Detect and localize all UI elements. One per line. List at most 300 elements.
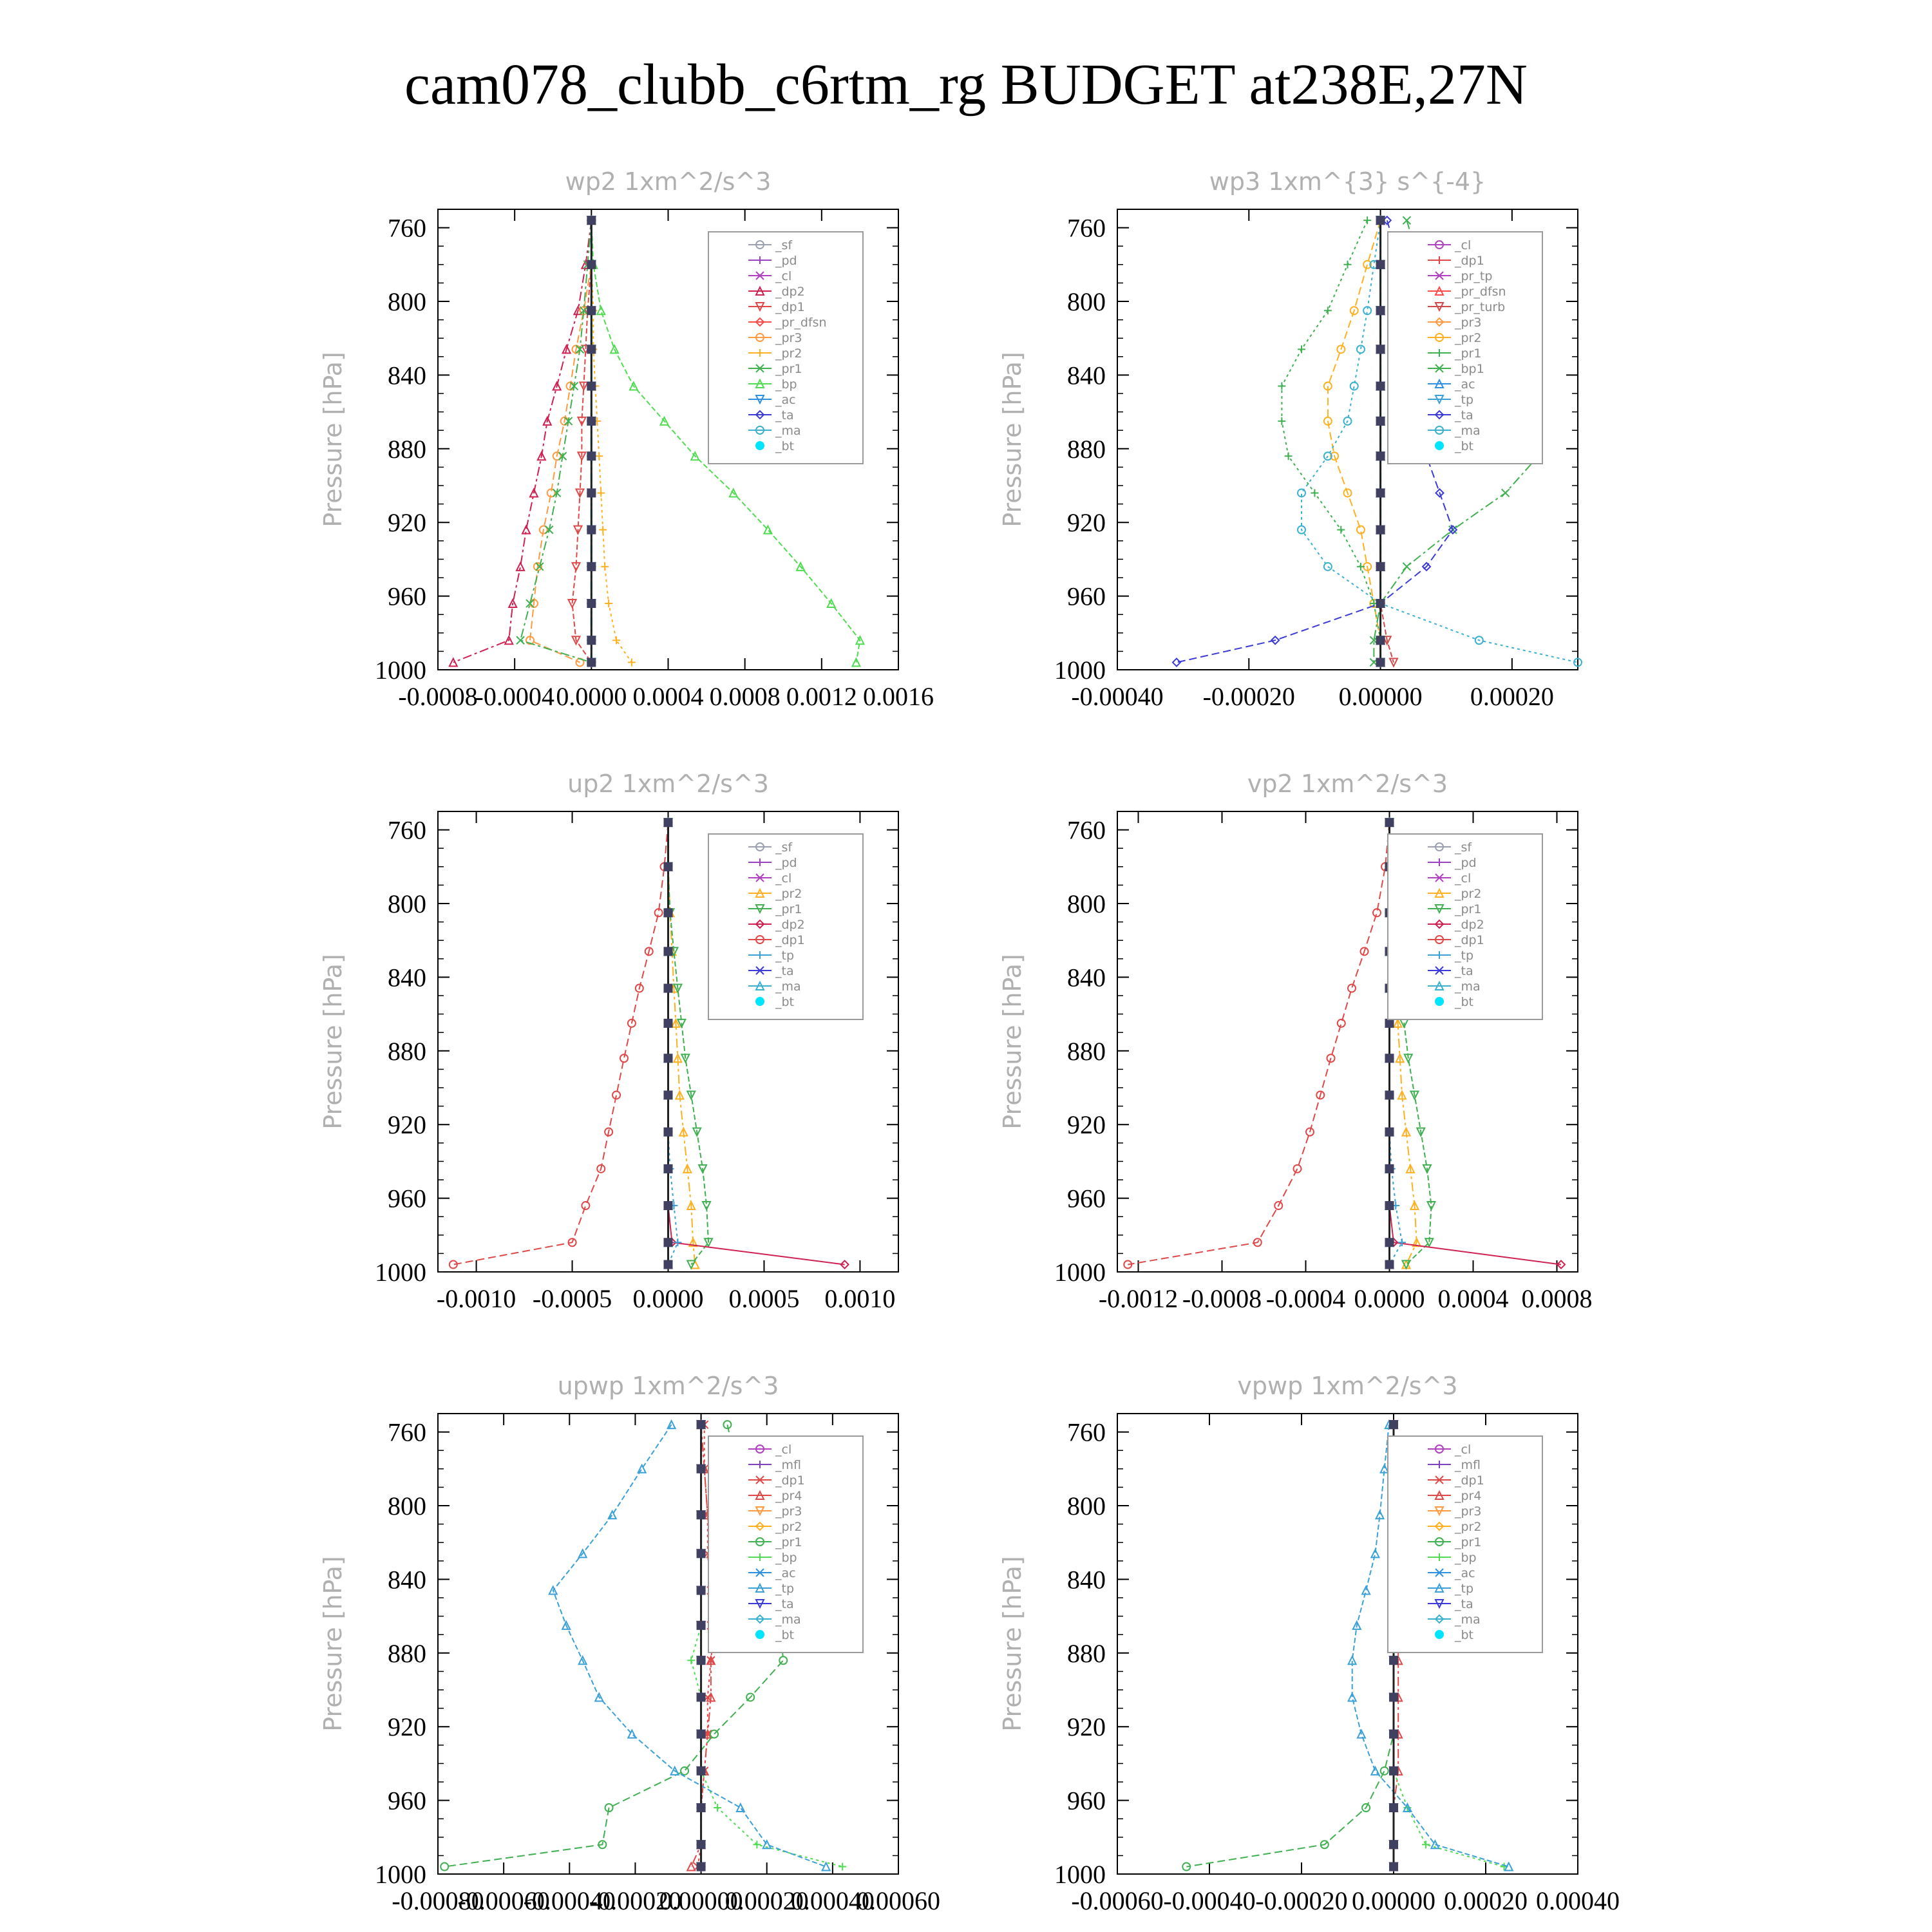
legend-label: _ac bbox=[1455, 377, 1475, 392]
data-point bbox=[587, 382, 596, 391]
chart-title: up2 1xm^2/s^3 bbox=[567, 770, 769, 798]
legend-label: _pr4 bbox=[1455, 1489, 1482, 1503]
data-point bbox=[1357, 563, 1365, 571]
data-point bbox=[1376, 417, 1385, 426]
y-tick-label: 1000 bbox=[1054, 1860, 1106, 1889]
data-point bbox=[1376, 562, 1385, 571]
legend-label: _sf bbox=[775, 840, 793, 855]
data-point bbox=[664, 1260, 673, 1269]
data-point bbox=[1385, 1128, 1394, 1137]
legend-label: _pr1 bbox=[775, 1535, 802, 1549]
legend-label: _cl bbox=[1455, 871, 1472, 886]
legend-label: _dp2 bbox=[775, 918, 805, 932]
y-tick-label: 800 bbox=[1067, 889, 1106, 918]
series-line bbox=[1282, 220, 1380, 662]
data-point bbox=[697, 1464, 706, 1473]
data-point bbox=[1376, 306, 1385, 315]
legend-label: _pr_tp bbox=[1455, 269, 1493, 283]
series-line bbox=[1186, 1425, 1394, 1866]
series-total bbox=[664, 818, 673, 1269]
data-point bbox=[1403, 563, 1410, 571]
legend-marker bbox=[755, 997, 764, 1006]
legend-label: _ta bbox=[775, 1597, 794, 1611]
legend-marker bbox=[1435, 997, 1444, 1006]
series-line bbox=[520, 220, 591, 662]
data-point bbox=[595, 452, 603, 460]
data-point bbox=[1349, 1693, 1356, 1701]
data-point bbox=[1389, 1730, 1398, 1739]
data-point bbox=[664, 1128, 673, 1137]
legend-label: _pr2 bbox=[775, 346, 802, 361]
data-point bbox=[664, 818, 673, 827]
x-tick-label: 0.00040 bbox=[1536, 1886, 1620, 1915]
series-line bbox=[1128, 822, 1389, 1264]
data-point bbox=[697, 1692, 706, 1701]
data-point bbox=[1389, 1862, 1398, 1871]
x-tick-label: -0.0010 bbox=[436, 1284, 516, 1313]
legend-label: _ma bbox=[775, 424, 801, 438]
data-point bbox=[1385, 1260, 1394, 1269]
legend-label: _pr1 bbox=[1455, 346, 1482, 361]
data-point bbox=[697, 1730, 706, 1739]
y-axis-label: Pressure [hPa] bbox=[998, 1556, 1027, 1732]
x-tick-label: 0.0004 bbox=[1437, 1284, 1509, 1313]
legend-label: _ma bbox=[775, 1613, 801, 1627]
x-tick-label: -0.00040 bbox=[1163, 1886, 1256, 1915]
legend-label: _pr3 bbox=[1455, 316, 1482, 330]
data-point bbox=[1344, 261, 1352, 269]
y-tick-label: 880 bbox=[1067, 434, 1106, 464]
series-pr1 bbox=[1278, 216, 1384, 666]
y-tick-label: 760 bbox=[1067, 1417, 1106, 1447]
y-tick-label: 920 bbox=[388, 1712, 426, 1742]
y-tick-label: 1000 bbox=[375, 1258, 426, 1287]
data-point bbox=[664, 1090, 673, 1099]
data-point bbox=[1376, 636, 1385, 645]
legend-label: _pr2 bbox=[775, 1520, 802, 1534]
legend bbox=[708, 834, 863, 1019]
legend-label: _bp1 bbox=[1455, 362, 1484, 376]
series-dp1 bbox=[1124, 819, 1393, 1268]
data-point bbox=[587, 488, 596, 497]
y-tick-label: 840 bbox=[388, 963, 426, 992]
legend-label: _sf bbox=[1455, 840, 1472, 855]
legend-label: _cl bbox=[1455, 238, 1472, 252]
series-pr2 bbox=[587, 216, 636, 666]
data-point bbox=[1376, 451, 1385, 460]
data-point bbox=[1389, 1420, 1398, 1429]
data-point bbox=[1389, 1656, 1398, 1665]
legend-label: _ma bbox=[1455, 1613, 1481, 1627]
x-tick-label: 0.0016 bbox=[863, 682, 934, 711]
legend-label: _dp1 bbox=[775, 1473, 805, 1488]
x-tick-label: -0.00020 bbox=[1202, 682, 1295, 711]
x-tick-label: -0.0008 bbox=[398, 682, 478, 711]
y-tick-label: 800 bbox=[1067, 287, 1106, 316]
y-tick-label: 800 bbox=[388, 1492, 426, 1520]
data-point bbox=[1389, 1692, 1398, 1701]
legend-label: _bt bbox=[1455, 995, 1474, 1009]
x-tick-label: -0.00060 bbox=[1071, 1886, 1164, 1915]
data-point bbox=[710, 1730, 718, 1738]
data-point bbox=[779, 1656, 787, 1664]
legend-label: _pr3 bbox=[775, 331, 802, 345]
legend-label: _pr1 bbox=[1455, 902, 1482, 916]
y-tick-label: 760 bbox=[388, 1417, 426, 1447]
legend-label: _pr2 bbox=[1455, 1520, 1482, 1534]
legend-label: _bp bbox=[775, 377, 797, 392]
legend-label: _cl bbox=[775, 871, 792, 886]
x-tick-label: 0.00000 bbox=[1352, 1886, 1435, 1915]
series-tp bbox=[665, 819, 682, 1268]
legend-label: _dp2 bbox=[775, 285, 805, 299]
data-point bbox=[1338, 1019, 1345, 1027]
y-tick-label: 760 bbox=[1067, 815, 1106, 845]
x-tick-label: 0.00020 bbox=[1470, 682, 1554, 711]
data-point bbox=[1502, 489, 1510, 497]
legend bbox=[1388, 232, 1542, 464]
data-point bbox=[587, 260, 596, 269]
y-tick-label: 800 bbox=[388, 889, 426, 918]
legend-label: _ta bbox=[1455, 1597, 1473, 1611]
data-point bbox=[668, 1421, 676, 1428]
legend-label: _ta bbox=[1455, 408, 1473, 422]
x-tick-label: 0.0008 bbox=[1521, 1284, 1593, 1313]
chart-title: vpwp 1xm^2/s^3 bbox=[1237, 1372, 1458, 1400]
y-tick-label: 1000 bbox=[375, 656, 426, 685]
data-point bbox=[1385, 1164, 1394, 1173]
data-point bbox=[1403, 216, 1410, 224]
data-point bbox=[664, 908, 673, 917]
data-point bbox=[697, 1549, 706, 1558]
y-tick-label: 920 bbox=[1067, 1110, 1106, 1140]
legend-label: _dp1 bbox=[1455, 933, 1484, 947]
y-tick-label: 880 bbox=[1067, 1638, 1106, 1668]
series-line bbox=[453, 822, 668, 1264]
data-point bbox=[1389, 1766, 1398, 1776]
x-tick-label: -0.0012 bbox=[1098, 1284, 1179, 1313]
x-tick-label: -0.0008 bbox=[1182, 1284, 1262, 1313]
legend-label: _pr1 bbox=[775, 362, 802, 376]
data-point bbox=[597, 489, 605, 497]
y-tick-label: 760 bbox=[1067, 213, 1106, 243]
legend bbox=[708, 232, 863, 464]
series-line bbox=[668, 822, 709, 1264]
data-point bbox=[1398, 1238, 1406, 1246]
y-tick-label: 840 bbox=[1067, 963, 1106, 992]
chart-title: wp3 1xm^{3} s^{-4} bbox=[1209, 167, 1486, 196]
y-tick-label: 760 bbox=[388, 213, 426, 243]
data-point bbox=[638, 1465, 646, 1473]
legend-label: _pr_dfsn bbox=[1455, 285, 1506, 299]
legend-label: _cl bbox=[1455, 1443, 1472, 1457]
legend-marker bbox=[1435, 441, 1444, 450]
legend-label: _tp bbox=[1455, 1582, 1474, 1596]
legend-label: _cl bbox=[775, 1443, 792, 1457]
y-tick-label: 960 bbox=[388, 1786, 426, 1815]
legend-label: _tp bbox=[1455, 393, 1474, 407]
legend bbox=[708, 1436, 863, 1653]
legend-marker bbox=[755, 441, 764, 450]
y-axis-label: Pressure [hPa] bbox=[319, 954, 347, 1130]
data-point bbox=[1376, 488, 1385, 497]
data-point bbox=[737, 1804, 744, 1812]
data-point bbox=[1376, 382, 1385, 391]
y-tick-label: 800 bbox=[388, 287, 426, 316]
data-point bbox=[664, 984, 673, 993]
x-tick-label: -0.00040 bbox=[523, 1886, 616, 1915]
y-tick-label: 840 bbox=[388, 1565, 426, 1595]
legend-label: _ac bbox=[1455, 1566, 1475, 1580]
legend-label: _ac bbox=[775, 1566, 796, 1580]
y-tick-label: 880 bbox=[388, 1638, 426, 1668]
legend-label: _bt bbox=[775, 439, 795, 453]
x-tick-label: -0.00020 bbox=[1255, 1886, 1348, 1915]
x-tick-label: 0.0004 bbox=[632, 682, 704, 711]
data-point bbox=[687, 1656, 695, 1664]
legend-label: _ta bbox=[1455, 964, 1473, 978]
legend-label: _pd bbox=[775, 856, 797, 870]
data-point bbox=[1278, 417, 1285, 425]
x-tick-label: 0.0008 bbox=[709, 682, 781, 711]
data-point bbox=[664, 947, 673, 956]
legend-label: _pr2 bbox=[1455, 887, 1482, 901]
legend-label: _bt bbox=[775, 995, 795, 1009]
legend-label: _pr_turb bbox=[1455, 300, 1506, 314]
data-point bbox=[697, 1510, 706, 1519]
data-point bbox=[697, 1420, 706, 1429]
legend-label: _bt bbox=[1455, 439, 1474, 453]
x-tick-label: -0.00040 bbox=[1071, 682, 1164, 711]
y-tick-label: 1000 bbox=[375, 1860, 426, 1889]
data-point bbox=[587, 599, 596, 608]
y-tick-label: 760 bbox=[388, 815, 426, 845]
series-total bbox=[697, 1420, 706, 1871]
data-point bbox=[664, 1019, 673, 1028]
series-line bbox=[453, 220, 592, 662]
legend-marker bbox=[1435, 1630, 1444, 1639]
y-tick-label: 840 bbox=[1067, 361, 1106, 390]
legend-label: _pr4 bbox=[775, 1489, 802, 1503]
data-point bbox=[587, 306, 596, 315]
data-point bbox=[1363, 216, 1371, 224]
data-point bbox=[838, 1863, 846, 1871]
data-point bbox=[1376, 658, 1385, 667]
data-point bbox=[681, 1767, 688, 1775]
data-point bbox=[1385, 1090, 1394, 1099]
page-title: cam078_clubb_c6rtm_rg BUDGET at238E,27N bbox=[404, 53, 1528, 117]
legend-label: _dp1 bbox=[1455, 254, 1484, 268]
x-tick-label: 0.0000 bbox=[556, 682, 627, 711]
series-pr1 bbox=[516, 216, 595, 666]
x-tick-label: -0.00060 bbox=[457, 1886, 550, 1915]
chart-panel bbox=[998, 1372, 1620, 1915]
legend-marker bbox=[755, 1630, 764, 1639]
y-axis-label: Pressure [hPa] bbox=[998, 352, 1027, 527]
legend-label: _dp1 bbox=[775, 300, 805, 314]
legend-label: _tp bbox=[775, 1582, 795, 1596]
data-point bbox=[1389, 1803, 1398, 1812]
data-point bbox=[1385, 1054, 1394, 1063]
y-tick-label: 880 bbox=[1067, 1036, 1106, 1066]
legend-label: _bp bbox=[1455, 1551, 1477, 1565]
legend-label: _pd bbox=[775, 254, 797, 268]
legend-label: _cl bbox=[775, 269, 792, 283]
legend-label: _dp1 bbox=[1455, 1473, 1484, 1488]
legend-label: _ta bbox=[775, 408, 794, 422]
y-tick-label: 960 bbox=[388, 582, 426, 611]
data-point bbox=[1385, 1201, 1394, 1210]
data-point bbox=[1371, 1767, 1379, 1775]
data-point bbox=[1376, 526, 1385, 535]
data-point bbox=[1385, 818, 1394, 827]
data-point bbox=[1362, 1587, 1370, 1595]
data-point bbox=[697, 1803, 706, 1812]
data-point bbox=[1389, 1840, 1398, 1849]
y-tick-label: 960 bbox=[1067, 582, 1106, 611]
data-point bbox=[597, 307, 605, 314]
legend bbox=[1388, 834, 1542, 1019]
series-total bbox=[1376, 216, 1385, 667]
data-point bbox=[587, 658, 596, 667]
chart-panel bbox=[319, 167, 934, 711]
x-tick-label: 0.0000 bbox=[632, 1284, 704, 1313]
legend-label: _pr1 bbox=[775, 902, 802, 916]
x-tick-label: -0.0005 bbox=[532, 1284, 612, 1313]
legend bbox=[1388, 1436, 1542, 1653]
data-point bbox=[664, 1201, 673, 1210]
data-point bbox=[628, 659, 636, 667]
data-point bbox=[697, 1840, 706, 1849]
series-dp1 bbox=[450, 819, 672, 1268]
data-point bbox=[1371, 1549, 1379, 1557]
data-point bbox=[605, 600, 612, 607]
x-tick-label: -0.00020 bbox=[589, 1886, 682, 1915]
legend-label: _pr3 bbox=[1455, 1504, 1482, 1519]
legend-label: _pr3 bbox=[775, 1504, 802, 1519]
data-point bbox=[1337, 526, 1345, 534]
data-point bbox=[601, 563, 609, 571]
legend-label: _ta bbox=[775, 964, 794, 978]
series-pr2 bbox=[1324, 216, 1385, 666]
data-point bbox=[516, 636, 524, 644]
legend-label: _sf bbox=[775, 238, 793, 252]
chart-title: vp2 1xm^2/s^3 bbox=[1247, 770, 1448, 798]
data-point bbox=[1294, 1165, 1302, 1173]
x-tick-label: 0.00020 bbox=[724, 1886, 809, 1915]
x-tick-label: -0.0004 bbox=[475, 682, 554, 711]
legend-label: _ac bbox=[775, 393, 796, 407]
x-tick-label: 0.00000 bbox=[659, 1886, 743, 1915]
legend-label: _bt bbox=[1455, 1628, 1474, 1642]
data-point bbox=[587, 451, 596, 460]
data-point bbox=[612, 636, 620, 644]
legend-label: _mfl bbox=[775, 1458, 801, 1472]
legend-label: _pd bbox=[1455, 856, 1477, 870]
x-tick-label: 0.00060 bbox=[857, 1886, 940, 1915]
legend-label: _bt bbox=[775, 1628, 795, 1642]
data-point bbox=[714, 1804, 721, 1812]
y-tick-label: 960 bbox=[1067, 1184, 1106, 1213]
y-tick-label: 880 bbox=[388, 434, 426, 464]
data-point bbox=[1376, 345, 1385, 354]
y-tick-label: 920 bbox=[388, 508, 426, 538]
data-point bbox=[599, 526, 607, 534]
data-point bbox=[1422, 1841, 1430, 1848]
data-point bbox=[674, 1238, 681, 1246]
data-point bbox=[697, 1766, 706, 1776]
x-tick-label: -0.0004 bbox=[1265, 1284, 1346, 1313]
data-point bbox=[822, 1863, 830, 1871]
chart-panel bbox=[319, 1372, 940, 1915]
legend-label: _dp2 bbox=[1455, 918, 1484, 932]
data-point bbox=[753, 1841, 761, 1848]
y-tick-label: 920 bbox=[1067, 1712, 1106, 1742]
x-tick-label: 0.0010 bbox=[824, 1284, 896, 1313]
data-point bbox=[697, 1621, 706, 1630]
y-axis-label: Pressure [hPa] bbox=[319, 1556, 347, 1732]
data-point bbox=[609, 1511, 616, 1519]
data-point bbox=[526, 600, 534, 607]
data-point bbox=[587, 216, 596, 225]
data-point bbox=[587, 345, 596, 354]
chart-panel bbox=[319, 770, 898, 1313]
y-axis-label: Pressure [hPa] bbox=[998, 954, 1027, 1130]
data-point bbox=[1376, 216, 1385, 225]
data-point bbox=[664, 1238, 673, 1247]
data-point bbox=[587, 417, 596, 426]
data-point bbox=[664, 1164, 673, 1173]
series-pr1 bbox=[1182, 1421, 1397, 1870]
x-tick-label: 0.00040 bbox=[790, 1886, 875, 1915]
x-tick-label: 0.0005 bbox=[728, 1284, 800, 1313]
legend-label: _ma bbox=[1455, 980, 1481, 994]
data-point bbox=[1381, 1767, 1388, 1775]
chart-title: wp2 1xm^2/s^3 bbox=[565, 167, 772, 196]
legend-label: _dp1 bbox=[775, 933, 805, 947]
legend-label: _pr_dfsn bbox=[775, 316, 827, 330]
data-point bbox=[664, 862, 673, 871]
legend-label: _pr2 bbox=[1455, 331, 1482, 345]
y-tick-label: 840 bbox=[388, 361, 426, 390]
x-tick-label: 0.00000 bbox=[1338, 682, 1423, 711]
data-point bbox=[1376, 260, 1385, 269]
data-point bbox=[1385, 1238, 1394, 1247]
y-tick-label: 840 bbox=[1067, 1565, 1106, 1595]
legend-label: _tp bbox=[775, 949, 795, 963]
x-tick-label: 0.0000 bbox=[1354, 1284, 1425, 1313]
y-tick-label: 880 bbox=[388, 1036, 426, 1066]
y-tick-label: 1000 bbox=[1054, 656, 1106, 685]
legend-label: _ma bbox=[775, 980, 801, 994]
y-tick-label: 960 bbox=[1067, 1786, 1106, 1815]
y-tick-label: 920 bbox=[388, 1110, 426, 1140]
data-point bbox=[582, 1202, 589, 1209]
y-tick-label: 920 bbox=[1067, 508, 1106, 538]
legend-label: _bp bbox=[775, 1551, 797, 1565]
data-point bbox=[697, 1862, 706, 1871]
data-point bbox=[587, 526, 596, 535]
x-tick-label: 0.00020 bbox=[1444, 1886, 1528, 1915]
data-point bbox=[587, 636, 596, 645]
chart-title: upwp 1xm^2/s^3 bbox=[557, 1372, 779, 1400]
data-point bbox=[1278, 383, 1285, 390]
series-line bbox=[668, 822, 696, 1264]
legend-label: _tp bbox=[1455, 949, 1474, 963]
legend-label: _ma bbox=[1455, 424, 1481, 438]
series-pr3 bbox=[526, 216, 595, 666]
data-point bbox=[1324, 307, 1332, 314]
